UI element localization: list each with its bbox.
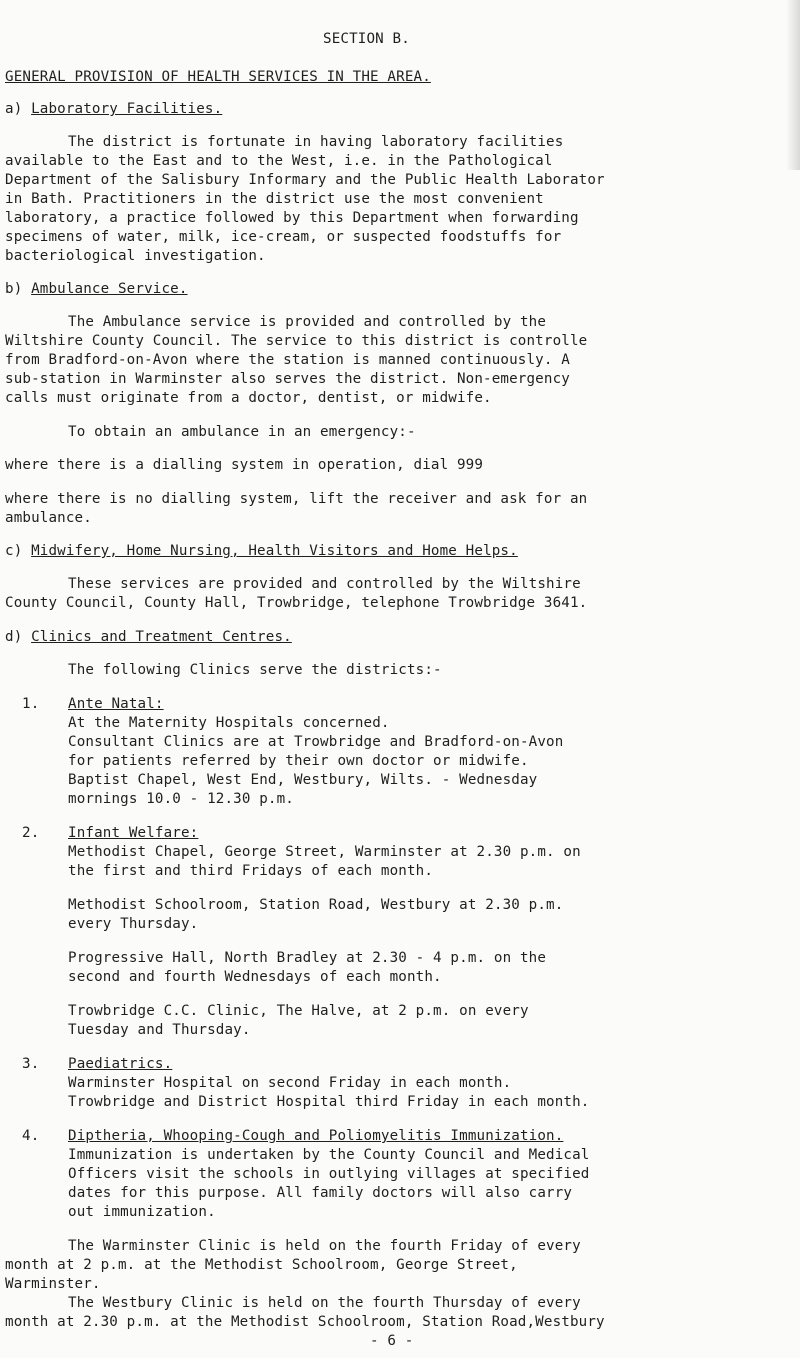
- dialling-instruction: where there is a dialling system in operation, dial 999: [5, 457, 484, 473]
- closing-line: The Westbury Clinic is held on the fourth Thursday of every: [68, 1295, 581, 1311]
- section-title: SECTION B.: [323, 31, 410, 47]
- lab-line: The district is fortunate in having laboratory facilities: [68, 134, 564, 150]
- page-edge-shadow: [786, 0, 800, 170]
- clinic-item-line: out immunization.: [68, 1204, 216, 1220]
- no-dialling-instruction: ambulance.: [5, 510, 92, 526]
- clinic-item-number: 4.: [22, 1128, 40, 1144]
- lab-line: available to the East and to the West, i.e. in the Pathological: [5, 153, 553, 169]
- lab-line: bacteriological investigation.: [5, 248, 266, 264]
- clinic-item-line: Consultant Clinics are at Trowbridge and Bradford-on-Avon: [68, 734, 564, 750]
- clinic-item-line: Trowbridge and District Hospital third Friday in each month.: [68, 1094, 590, 1110]
- clinic-item-number: 3.: [22, 1056, 40, 1072]
- lab-heading: a) Laboratory Facilities.: [5, 101, 223, 117]
- clinic-item-title: Diptheria, Whooping-Cough and Poliomyelitis Immunization.: [68, 1128, 564, 1144]
- clinic-item-line: Tuesday and Thursday.: [68, 1022, 251, 1038]
- clinic-item-line: Baptist Chapel, West End, Westbury, Wilts. - Wednesday: [68, 772, 538, 788]
- midwifery-line: These services are provided and controlled by the Wiltshire: [68, 576, 581, 592]
- clinic-item-line: for patients referred by their own doctor or midwife.: [68, 753, 529, 769]
- closing-line: month at 2.30 p.m. at the Methodist Schoolroom, Station Road,Westbury: [5, 1314, 605, 1330]
- clinic-item-line: Trowbridge C.C. Clinic, The Halve, at 2 p.m. on every: [68, 1003, 529, 1019]
- midwifery-heading: c) Midwifery, Home Nursing, Health Visitors and Home Helps.: [5, 543, 518, 559]
- clinic-item-number: 2.: [22, 825, 40, 841]
- clinic-item-title: Infant Welfare:: [68, 825, 199, 841]
- midwifery-line: County Council, County Hall, Trowbridge, telephone Trowbridge 3641.: [5, 595, 588, 611]
- no-dialling-instruction: where there is no dialling system, lift the receiver and ask for an: [5, 491, 588, 507]
- clinic-item-line: Progressive Hall, North Bradley at 2.30 - 4 p.m. on the: [68, 950, 547, 966]
- clinic-item-line: the first and third Fridays of each month.: [68, 863, 434, 879]
- clinic-item-line: At the Maternity Hospitals concerned.: [68, 715, 390, 731]
- clinic-item-line: Immunization is undertaken by the County Council and Medical: [68, 1147, 590, 1163]
- clinic-item-line: Methodist Chapel, George Street, Warminster at 2.30 p.m. on: [68, 844, 581, 860]
- ambulance-line: sub-station in Warminster also serves the district. Non-emergency: [5, 371, 570, 387]
- ambulance-line: calls must originate from a doctor, dentist, or midwife.: [5, 390, 492, 406]
- clinics-heading-text: Clinics and Treatment Centres.: [31, 629, 292, 645]
- clinic-item-line: mornings 10.0 - 12.30 p.m.: [68, 791, 294, 807]
- clinics-intro: The following Clinics serve the districts:-: [68, 662, 442, 678]
- clinic-item-line: dates for this purpose. All family doctors will also carry: [68, 1185, 573, 1201]
- clinic-item-line: Warminster Hospital on second Friday in each month.: [68, 1075, 512, 1091]
- ambulance-line: from Bradford-on-Avon where the station is manned continuously. A: [5, 352, 570, 368]
- clinic-item-line: Methodist Schoolroom, Station Road, Westbury at 2.30 p.m.: [68, 897, 564, 913]
- emergency-intro: To obtain an ambulance in an emergency:-: [68, 424, 416, 440]
- clinic-item-title: Paediatrics.: [68, 1056, 173, 1072]
- clinic-item-line: every Thursday.: [68, 916, 199, 932]
- main-heading: GENERAL PROVISION OF HEALTH SERVICES IN THE AREA.: [5, 69, 431, 85]
- clinic-item-line: Officers visit the schools in outlying villages at specified: [68, 1166, 590, 1182]
- lab-line: laboratory, a practice followed by this Department when forwarding: [5, 210, 579, 226]
- page-number: - 6 -: [370, 1333, 414, 1349]
- midwifery-heading-text: Midwifery, Home Nursing, Health Visitors and Home Helps.: [31, 543, 518, 559]
- clinic-item-line: second and fourth Wednesdays of each month.: [68, 969, 442, 985]
- closing-line: The Warminster Clinic is held on the fourth Friday of every: [68, 1238, 581, 1254]
- closing-line: month at 2 p.m. at the Methodist Schoolroom, George Street,: [5, 1257, 518, 1273]
- clinics-heading: d) Clinics and Treatment Centres.: [5, 629, 292, 645]
- ambulance-heading-text: Ambulance Service.: [31, 281, 188, 297]
- lab-line: Department of the Salisbury Informary and the Public Health Laborator: [5, 172, 605, 188]
- ambulance-line: The Ambulance service is provided and controlled by the: [68, 314, 547, 330]
- lab-line: specimens of water, milk, ice-cream, or suspected foodstuffs for: [5, 229, 562, 245]
- ambulance-heading: b) Ambulance Service.: [5, 281, 188, 297]
- ambulance-line: Wiltshire County Council. The service to this district is controlle: [5, 333, 588, 349]
- lab-line: in Bath. Practitioners in the district use the most convenient: [5, 191, 544, 207]
- closing-line: Warminster.: [5, 1276, 101, 1292]
- clinic-item-number: 1.: [22, 696, 40, 712]
- lab-heading-text: Laboratory Facilities.: [31, 101, 223, 117]
- clinic-item-title: Ante Natal:: [68, 696, 164, 712]
